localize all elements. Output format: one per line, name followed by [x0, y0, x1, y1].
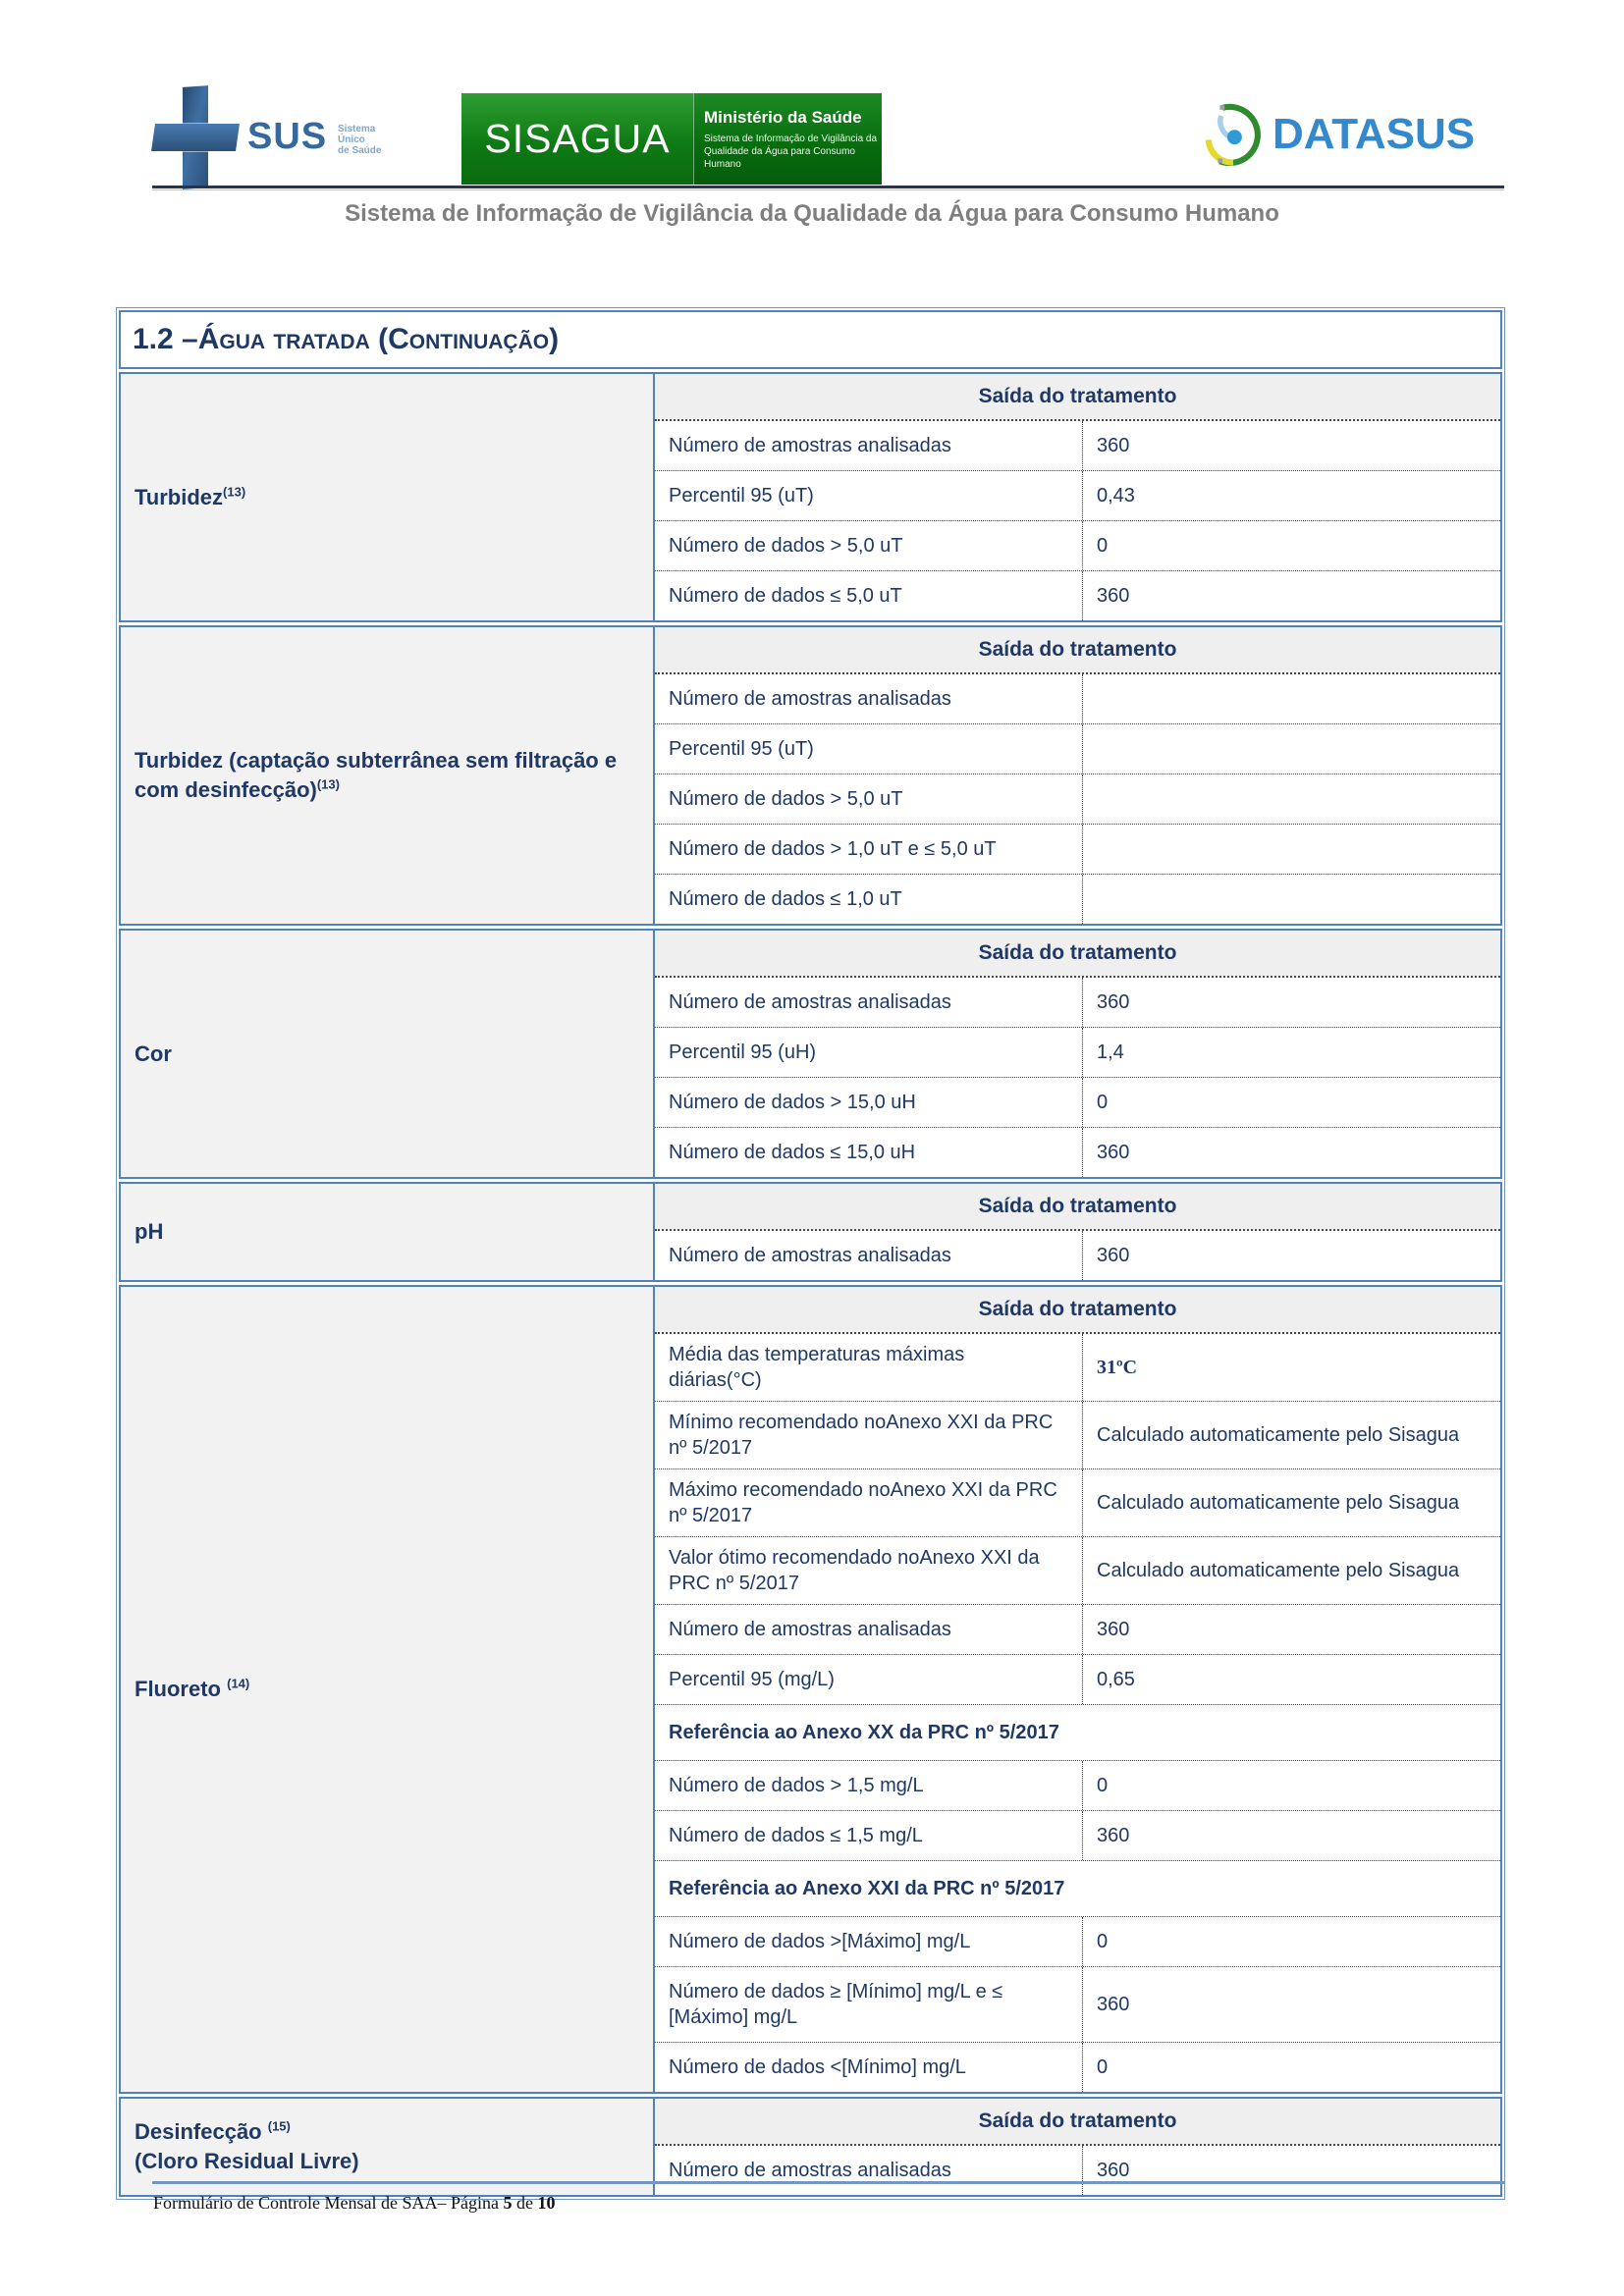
row-value: 360	[1097, 1824, 1130, 1846]
reference-header: Referência ao Anexo XX da PRC nº 5/2017	[669, 1721, 1059, 1743]
table-row	[655, 1078, 1500, 1128]
column-header: Saída do tratamento	[655, 627, 1500, 674]
table-row-reference-header	[655, 1705, 1500, 1761]
table-row	[655, 1811, 1500, 1861]
row-label: Valor ótimo recomendado noAnexo XXI da PRC nº 5/2017	[655, 1537, 1083, 1604]
row-value: 360	[1097, 434, 1130, 456]
row-value: Calculado automaticamente pelo Sisagua	[1097, 1559, 1460, 1581]
parameter-name: Cor	[121, 931, 655, 1177]
sisagua-ministry-label: Ministério da Saúde	[704, 107, 862, 127]
section-cor	[119, 929, 1502, 1179]
section-fluoreto	[119, 1285, 1502, 2094]
parameter-name: Turbidez (captação subterrânea sem filtração e com desinfecção)$^{(13)}$	[121, 627, 655, 924]
row-label: Número de dados > 1,0 uT e ≤ 5,0 uT	[655, 825, 1083, 874]
table-row	[655, 1655, 1500, 1705]
footer-page-total: 10	[537, 2193, 556, 2213]
row-value	[1083, 825, 1500, 874]
parameter-name: Turbidez$^{(13)}$	[121, 374, 655, 620]
column-header: Saída do tratamento	[655, 374, 1500, 421]
column-header: Saída do tratamento	[655, 1184, 1500, 1231]
table-row	[655, 571, 1500, 620]
row-label: Número de amostras analisadas	[655, 421, 1083, 470]
row-label: Número de dados >[Máximo] mg/L	[655, 1917, 1083, 1966]
column-header: Saída do tratamento	[655, 1287, 1500, 1334]
row-value: 0	[1097, 534, 1109, 557]
row-value: 360	[1097, 584, 1130, 607]
row-value: 0,65	[1097, 1668, 1135, 1690]
table-row	[655, 471, 1500, 521]
row-label: Mínimo recomendado noAnexo XXI da PRC nº 5/2017	[655, 1402, 1083, 1468]
sus-cross-icon	[153, 86, 238, 188]
table-row	[655, 1334, 1500, 1402]
footer-page-info: Formulário de Controle Mensal de SAA– Página 5 de 10	[153, 2193, 556, 2213]
table-row	[655, 2146, 1500, 2195]
table-row	[655, 1917, 1500, 1967]
footnote-marker: (13)	[223, 484, 246, 500]
table-row	[655, 724, 1500, 774]
row-value: 0,43	[1097, 484, 1135, 507]
row-value: 360	[1097, 1244, 1130, 1266]
row-label: Número de dados > 5,0 uT	[655, 521, 1083, 570]
row-label: Número de dados > 1,5 mg/L	[655, 1761, 1083, 1810]
row-value: 0	[1097, 1774, 1109, 1796]
reference-header: Referência ao Anexo XXI da PRC nº 5/2017	[669, 1877, 1065, 1899]
row-label: Número de dados > 15,0 uH	[655, 1078, 1083, 1127]
row-label: Número de dados ≤ 1,5 mg/L	[655, 1811, 1083, 1860]
sus-logo-tagline: Sistema Único de Saúde	[338, 124, 382, 156]
row-value: 360	[1097, 1141, 1130, 1163]
row-label: Percentil 95 (uH)	[655, 1028, 1083, 1077]
row-value: 31ºC	[1097, 1356, 1138, 1378]
footnote-marker: (15)	[267, 2118, 291, 2134]
row-value: 360	[1097, 1993, 1130, 2015]
row-label: Número de dados ≥ [Mínimo] mg/L e ≤ [Máximo] mg/L	[655, 1967, 1083, 2042]
sus-logo	[145, 84, 440, 192]
table-row	[655, 1231, 1500, 1280]
section-turbidez	[119, 372, 1502, 622]
row-label: Média das temperaturas máximas diárias(°C)	[655, 1334, 1083, 1401]
datasus-logo-text: DATASUS	[1272, 110, 1476, 158]
table-row	[655, 774, 1500, 825]
sisagua-logo-name: SISAGUA	[484, 116, 671, 161]
footer-divider	[152, 2181, 1504, 2184]
datasus-icon	[1200, 101, 1267, 168]
table-row	[655, 1028, 1500, 1078]
table-row	[655, 978, 1500, 1028]
table-row	[655, 1128, 1500, 1177]
table-row	[655, 1605, 1500, 1655]
table-section-title-block	[119, 310, 1502, 369]
row-value	[1083, 674, 1500, 723]
footnote-marker: (13)	[316, 776, 340, 792]
row-label: Percentil 95 (uT)	[655, 471, 1083, 520]
table-row	[655, 1469, 1500, 1537]
table-row	[655, 825, 1500, 875]
section-turbidez-subterranea	[119, 625, 1502, 926]
row-value: 360	[1097, 990, 1130, 1013]
table-row	[655, 1967, 1500, 2043]
row-value: 0	[1097, 2056, 1109, 2078]
table-row	[655, 1761, 1500, 1811]
table-row	[655, 674, 1500, 724]
row-label: Número de dados ≤ 15,0 uH	[655, 1128, 1083, 1177]
sus-logo-text: SUS	[247, 116, 328, 157]
row-value	[1083, 774, 1500, 824]
row-label: Percentil 95 (mg/L)	[655, 1655, 1083, 1704]
row-label: Percentil 95 (uT)	[655, 724, 1083, 774]
row-label: Número de dados > 5,0 uT	[655, 774, 1083, 824]
row-label: Número de amostras analisadas	[655, 978, 1083, 1027]
row-label: Número de dados ≤ 1,0 uT	[655, 875, 1083, 924]
row-label: Número de amostras analisadas	[655, 1231, 1083, 1280]
datasus-logo	[1200, 100, 1504, 169]
row-label: Número de amostras analisadas	[655, 1605, 1083, 1654]
parameter-name: Fluoreto $^{(14)}$	[121, 1287, 655, 2092]
row-value: 0	[1097, 1091, 1109, 1113]
parameter-name: Desinfecção $^{(15)}$ (Cloro Residual Livre)	[121, 2099, 655, 2195]
footnote-marker: (14)	[227, 1676, 250, 1691]
row-value: Calculado automaticamente pelo Sisagua	[1097, 1491, 1460, 1514]
table-row	[655, 1402, 1500, 1469]
row-label: Máximo recomendado noAnexo XXI da PRC nº 5/2017	[655, 1469, 1083, 1536]
table-row	[655, 521, 1500, 571]
table-row	[655, 421, 1500, 471]
table-row-reference-header	[655, 1861, 1500, 1917]
page-title: Sistema de Informação de Vigilância da Qualidade da Água para Consumo Humano	[345, 200, 1279, 227]
row-value	[1083, 724, 1500, 774]
row-value: 360	[1097, 1618, 1130, 1640]
water-quality-table	[116, 307, 1505, 2200]
section-ph	[119, 1182, 1502, 1282]
row-label: Número de amostras analisadas	[655, 674, 1083, 723]
row-value: 0	[1097, 1930, 1109, 1952]
table-section-title: 1.2 –Água tratada (Continuação)	[133, 323, 560, 355]
parameter-name: pH	[121, 1184, 655, 1280]
row-label: Número de dados ≤ 5,0 uT	[655, 571, 1083, 620]
row-label: Número de dados <[Mínimo] mg/L	[655, 2043, 1083, 2092]
footer-page-number: 5	[503, 2193, 513, 2213]
row-value: Calculado automaticamente pelo Sisagua	[1097, 1423, 1460, 1446]
table-row	[655, 2043, 1500, 2092]
column-header: Saída do tratamento	[655, 2099, 1500, 2146]
row-value: 1,4	[1097, 1041, 1124, 1063]
row-value: 360	[1097, 2159, 1130, 2181]
table-row	[655, 875, 1500, 924]
table-row	[655, 1537, 1500, 1605]
row-label: Número de amostras analisadas	[655, 2146, 1083, 2195]
sisagua-subtitle: Sistema de Informação de Vigilância da Qualidade da Água para Consumo Humano	[704, 133, 878, 170]
column-header: Saída do tratamento	[655, 931, 1500, 978]
sisagua-logo	[461, 93, 882, 185]
row-value	[1083, 875, 1500, 924]
header-divider	[152, 186, 1504, 190]
